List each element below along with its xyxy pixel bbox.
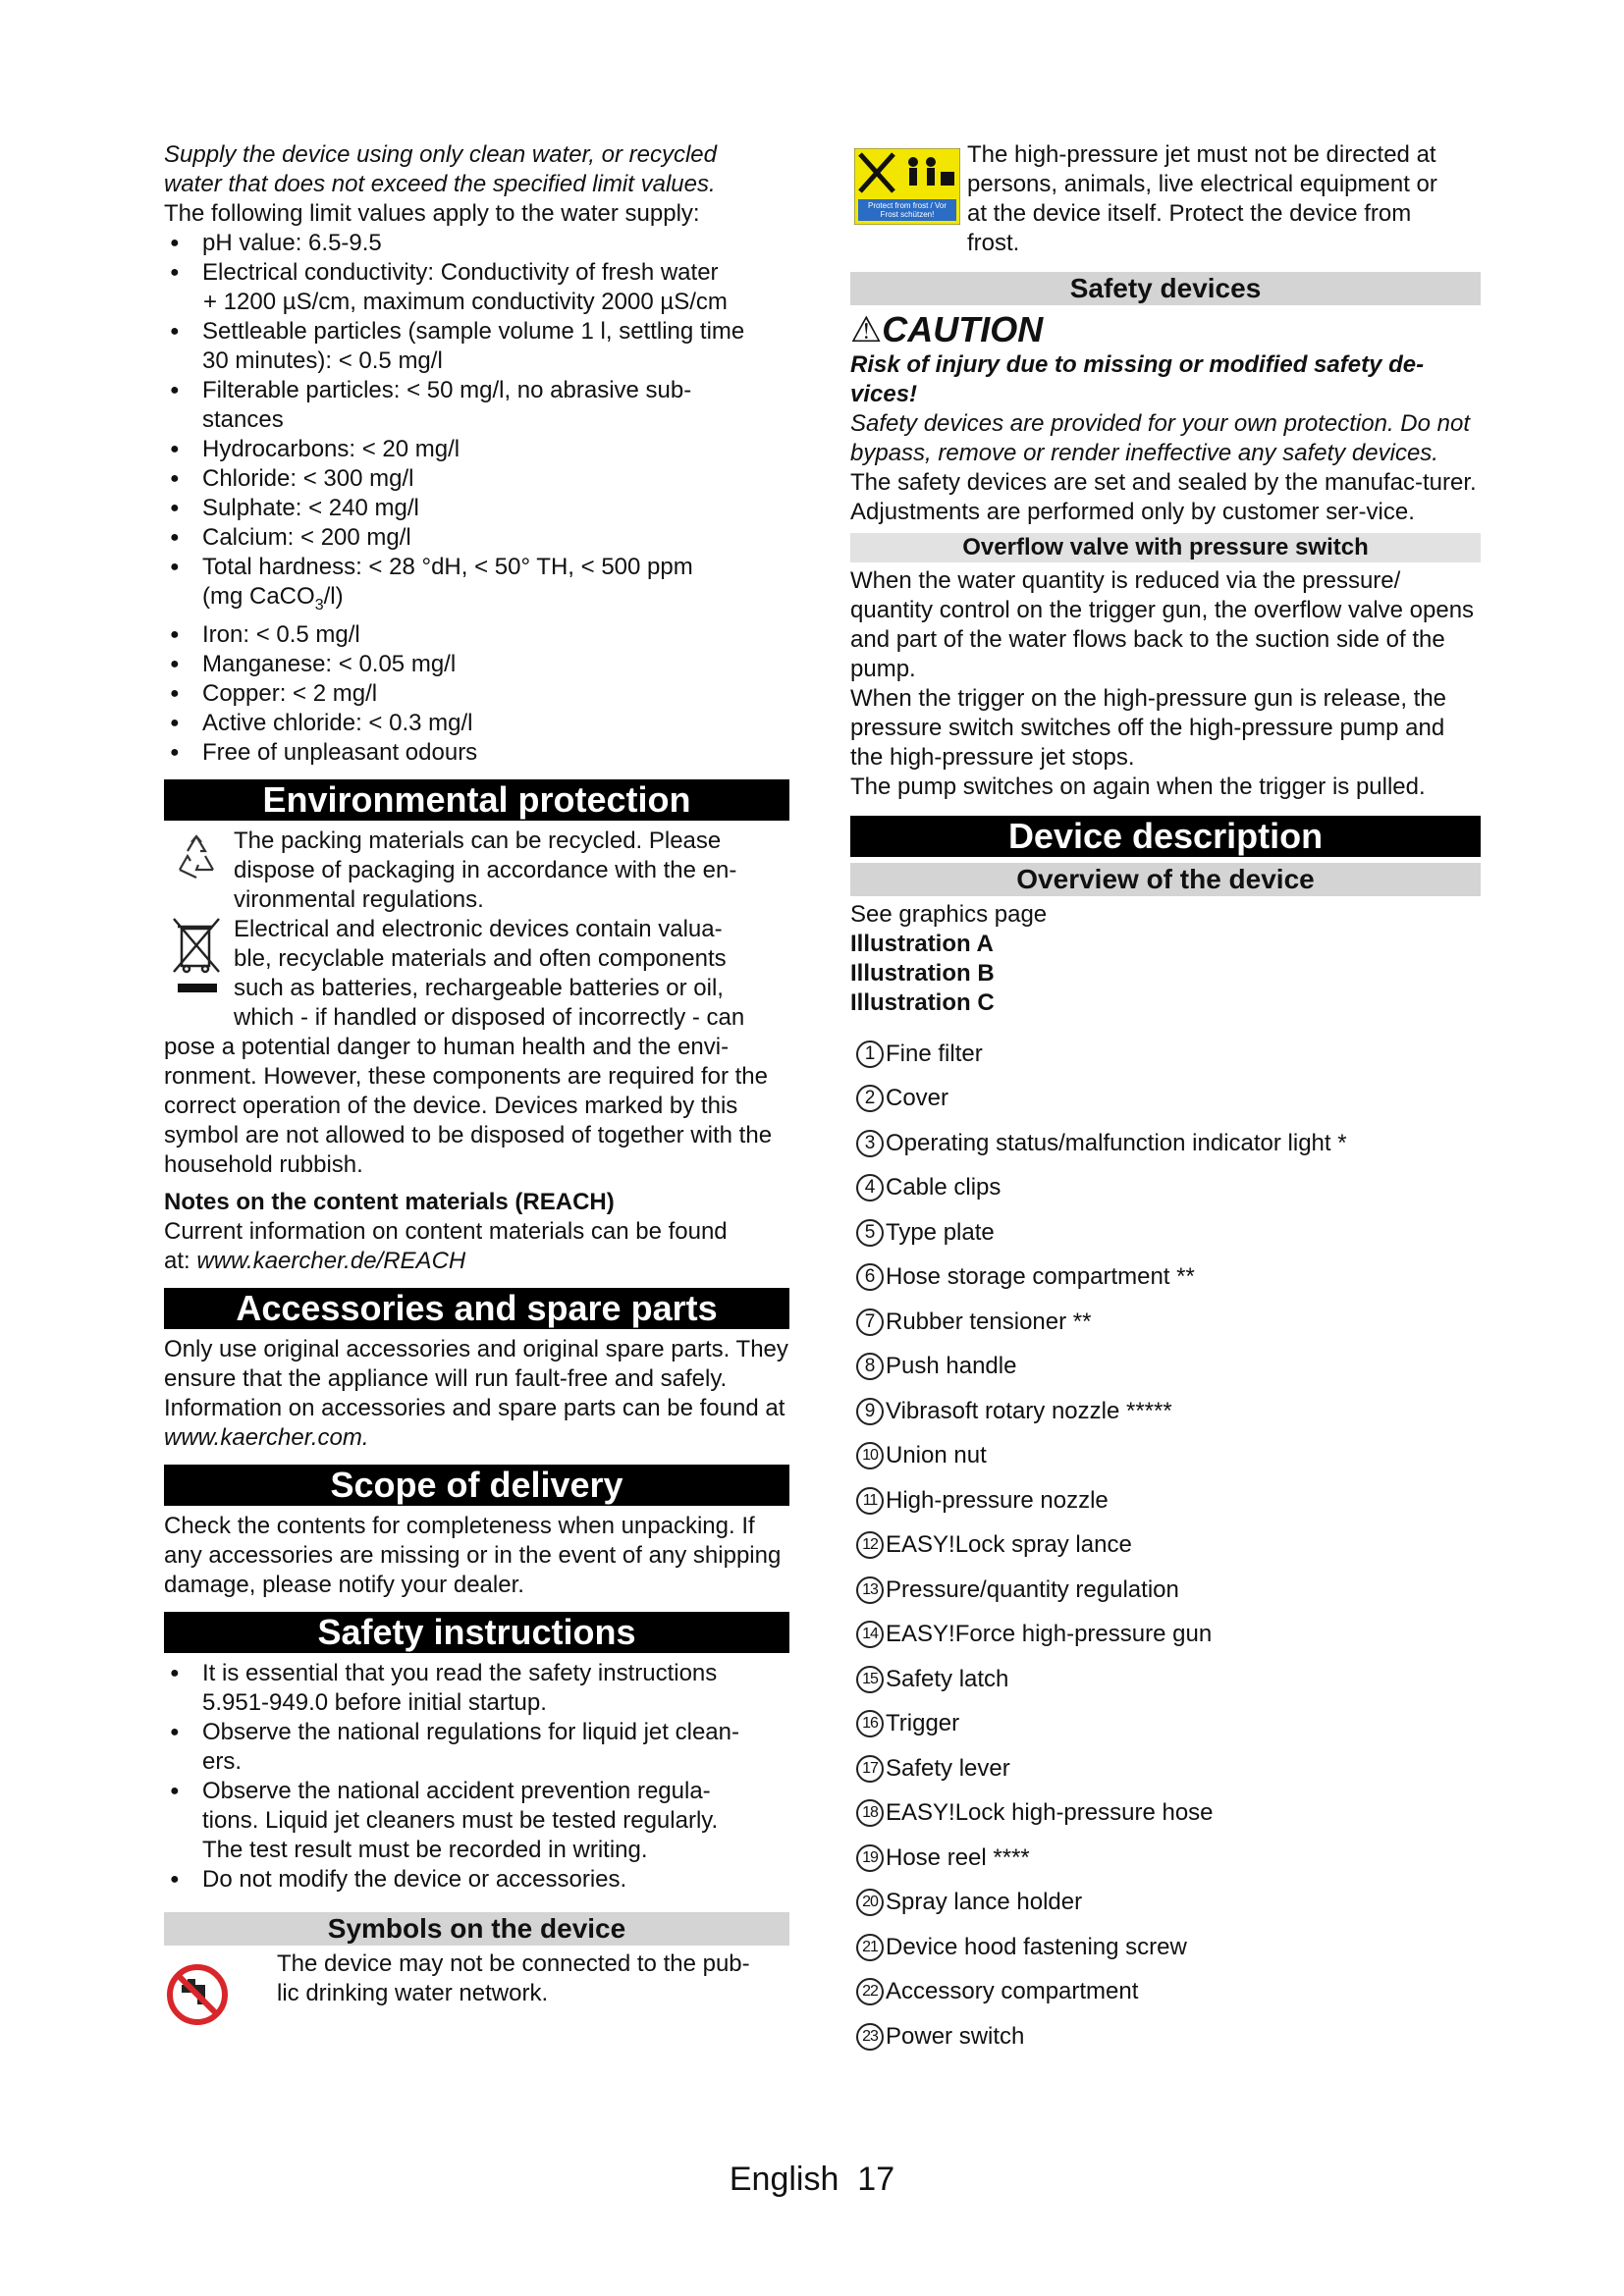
part-item: 13 Pressure/quantity regulation [850,1568,1481,1613]
reach-text: Current information on content materials can be found [164,1217,728,1245]
accessories-info: Information on accessories and spare parts can be found at www.kaercher.com. [164,1394,785,1451]
symbols-text-line: The device may not be connected to the pub- [277,1949,750,1977]
caution-label: ⚠CAUTION [850,309,1044,349]
jet-warning-icon [854,148,960,233]
see-graphics: See graphics page [850,901,1048,928]
env-weee-line: ble, recyclable materials and often components [234,944,727,972]
symbols-text-line: lic drinking water network. [277,1979,549,2006]
water-limits-list [164,229,789,768]
part-item: 22 Accessory compartment [850,1970,1481,2015]
list-item: ● Total hardness: < 28 °dH, < 50° TH, < 500 ppm (mg CaCO$_3$/l) [164,553,789,620]
overview-heading: Overview of the device [850,863,1481,896]
symbols-heading: Symbols on the device [164,1912,789,1946]
list-item: ● Free of unpleasant odours [164,738,789,768]
part-item: 23 Power switch [850,2014,1481,2059]
list-item: ● Electrical conductivity: Conductivity of fresh water + 1200 µS/cm, maximum conductivity 2000 µS/cm [164,258,789,317]
overflow-text-3: The pump switches on again when the trigger is pulled. [850,774,1426,800]
caution-italic: Safety devices are provided for your own protection. Do not bypass, remove or render ineffective any safety devices. [850,410,1471,466]
accessories-text: Only use original accessories and original spare parts. They ensure that the appliance will run fault-free and safely. [164,1335,788,1392]
illustration-b: Illustration B [850,960,995,987]
recycling-icon [170,830,223,891]
accessories-heading: Accessories and spare parts [164,1288,789,1329]
list-item: ● Chloride: < 300 mg/l [164,464,789,494]
env-recycle-line: dispose of packaging in accordance with the en- [234,856,737,883]
jet-text-line: persons, animals, live electrical equipment or [967,171,1437,197]
jet-text-line: frost. [967,230,1020,256]
part-item: 18 EASY!Lock high-pressure hose [850,1791,1481,1837]
caution-risk: Risk of injury due to missing or modified safety de-vices! [850,351,1425,407]
env-weee-line: which - if handled or disposed of incorrectly - can [234,1003,745,1031]
safety-devices-heading: Safety devices [850,272,1481,305]
part-item: 3 Operating status/malfunction indicator light * [850,1121,1481,1166]
part-item: 6 Hose storage compartment ** [850,1255,1481,1301]
left-column [164,140,789,2057]
list-item: ● It is essential that you read the safety instructions 5.951-949.0 before initial startup. [164,1659,789,1718]
list-item: ● Sulphate: < 240 mg/l [164,494,789,523]
list-item: ● pH value: 6.5-9.5 [164,229,789,258]
illustration-a: Illustration A [850,931,994,957]
jet-warning-block [850,140,1481,258]
list-item: ● Settleable particles (sample volume 1 l, settling time 30 minutes): < 0.5 mg/l [164,317,789,376]
part-item: 20 Spray lance holder [850,1881,1481,1926]
part-item: 14 EASY!Force high-pressure gun [850,1613,1481,1658]
safety-heading: Safety instructions [164,1612,789,1653]
env-recycle-block [164,827,789,915]
part-item: 21 Device hood fastening screw [850,1925,1481,1970]
caution-text: The safety devices are set and sealed by the manufac-turer. Adjustments are performed only by customer ser-vice. [850,469,1477,525]
part-item: 9 Vibrasoft rotary nozzle ***** [850,1389,1481,1434]
symbols-block [164,1949,789,2057]
reach-link[interactable]: www.kaercher.de/REACH [196,1247,466,1274]
part-item: 10 Union nut [850,1434,1481,1479]
list-item: ● Observe the national regulations for liquid jet clean- ers. [164,1718,789,1777]
reach-text-2: at: www.kaercher.de/REACH [164,1247,466,1274]
list-item: ● Active chloride: < 0.3 mg/l [164,709,789,738]
env-weee-line: such as batteries, rechargeable batteries or oil, [234,974,724,1001]
water-intro-italic-2: water that does not exceed the specified limit values. [164,171,716,197]
part-item: 17 Safety lever [850,1746,1481,1791]
page-footer [0,2160,1624,2199]
list-item: ● Manganese: < 0.05 mg/l [164,650,789,679]
scope-text: Check the contents for completeness when unpacking. If any accessories are missing or in the event of any shipping damage, please notify your dealer. [164,1512,782,1598]
reach-title: Notes on the content materials (REACH) [164,1188,615,1215]
part-item: 5 Type plate [850,1210,1481,1255]
water-intro-italic-1: Supply the device using only clean water, or recycled [164,141,717,168]
env-recycle-line: vironmental regulations. [234,885,484,913]
part-item: 19 Hose reel **** [850,1836,1481,1881]
env-recycle-line: The packing materials can be recycled. Please [234,827,722,854]
list-item: ● Copper: < 2 mg/l [164,679,789,709]
device-description-heading: Device description [850,816,1481,857]
footer-language: English [729,2161,839,2198]
scope-heading: Scope of delivery [164,1465,789,1506]
list-item: ● Observe the national accident prevention regula- tions. Liquid jet cleaners must be tested regularly. The test result must be recorded in writing. [164,1777,789,1865]
illustration-c: Illustration C [850,989,995,1016]
env-weee-block [164,915,789,1033]
safety-list [164,1659,789,1895]
list-item: ● Iron: < 0.5 mg/l [164,620,789,650]
env-weee-rest: pose a potential danger to human health and the envi-ronment. However, these components are required for the correct operation of the device. Devices marked by this symbol are not allowed to be disposed of together with the household rubbish. [164,1033,773,1178]
list-item: ● Do not modify the device or accessories. [164,1865,789,1895]
list-item: ● Filterable particles: < 50 mg/l, no abrasive sub- stances [164,376,789,435]
part-item: 1 Fine filter [850,1032,1481,1077]
crossed-bin-icon [170,915,225,1007]
jet-text-line: The high-pressure jet must not be directed at [967,141,1436,168]
no-drinking-water-icon [166,1963,229,2034]
part-item: 12 EASY!Lock spray lance [850,1523,1481,1569]
list-item: ● Calcium: < 200 mg/l [164,523,789,553]
part-item: 11 High-pressure nozzle [850,1478,1481,1523]
water-intro: The following limit values apply to the water supply: [164,200,700,227]
page-number: 17 [857,2161,895,2198]
kaercher-link[interactable]: www.kaercher.com. [164,1423,369,1451]
parts-list [850,1032,1481,2059]
list-item: ● Hydrocarbons: < 20 mg/l [164,435,789,464]
warning-triangle-icon: ⚠ [850,309,883,349]
part-item: 15 Safety latch [850,1657,1481,1702]
jet-text-line: at the device itself. Protect the device from [967,200,1412,227]
part-item: 8 Push handle [850,1345,1481,1390]
jet-warning-label: Protect from frost / Vor Frost schützen! [867,201,947,219]
env-heading: Environmental protection [164,779,789,821]
overflow-text-2: When the trigger on the high-pressure gun is release, the pressure switch switches off the high-pressure pump and the high-pressure jet stops. [850,685,1447,771]
part-item: 4 Cable clips [850,1166,1481,1211]
overflow-heading: Overflow valve with pressure switch [850,533,1481,562]
env-weee-line: Electrical and electronic devices contain valua- [234,915,723,942]
right-column [850,140,1481,2059]
part-item: 16 Trigger [850,1702,1481,1747]
part-item: 2 Cover [850,1077,1481,1122]
part-item: 7 Rubber tensioner ** [850,1300,1481,1345]
overflow-text-1: When the water quantity is reduced via the pressure/ quantity control on the trigger gun, the overflow valve opens and part of the water flows back to the suction side of the pump. [850,567,1475,682]
